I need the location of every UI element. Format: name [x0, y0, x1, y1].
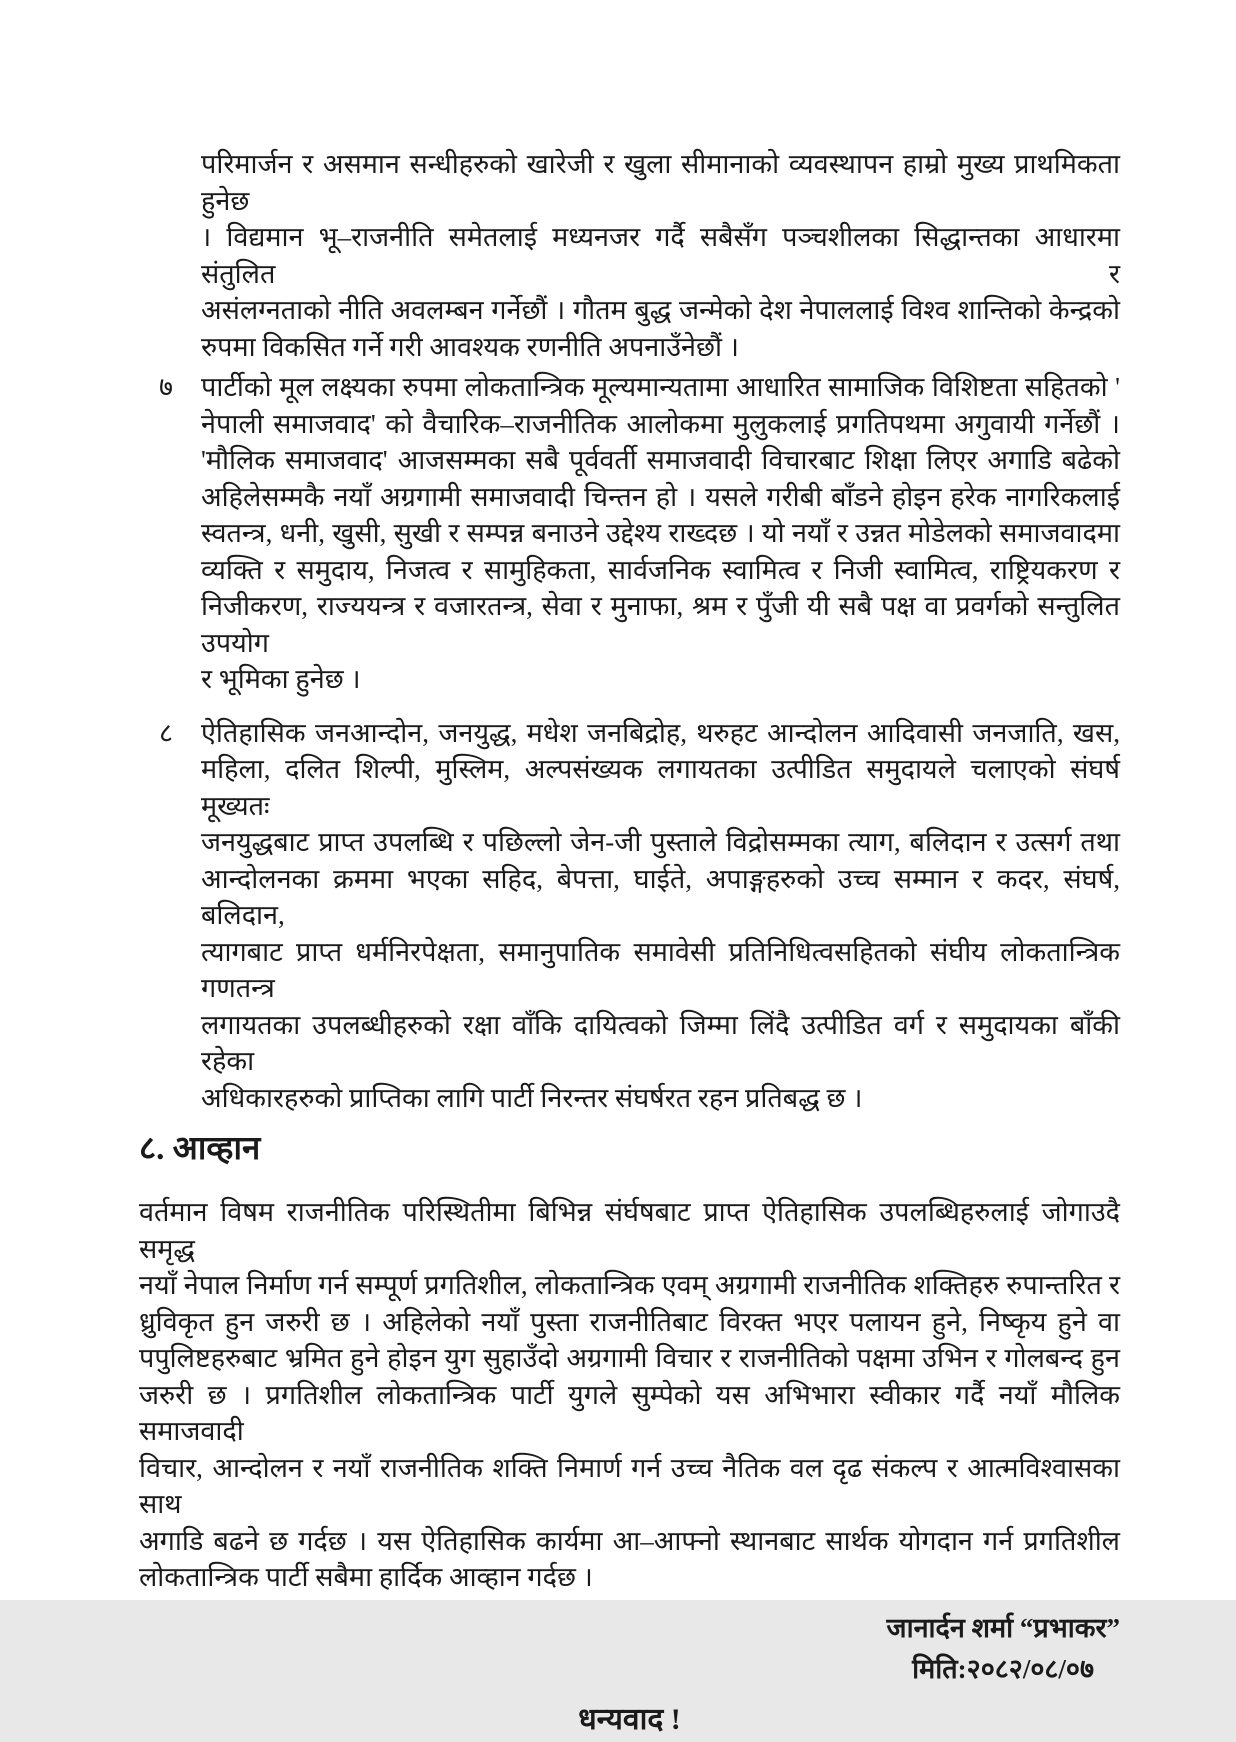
text-line: लोकतान्त्रिक पार्टी सबैमा हार्दिक आव्हान गर्दछ । — [139, 1562, 593, 1592]
intro-paragraph — [201, 146, 1120, 365]
text-line: असंलग्नताको नीति अवलम्बन गर्नेछौं । गौतम बुद्ध जन्मेको देश नेपाललाई विश्व शान्तिको केन्द्रको — [201, 295, 1120, 325]
text-line: लगायतका उपलब्धीहरुको रक्षा वाँकि दायित्वको जिम्मा लिंदै उत्पीडित वर्ग र समुदायका बाँकी रहेका — [201, 1009, 1120, 1076]
text-line: वर्तमान विषम राजनीतिक परिस्थितीमा बिभिन्न संर्घषबाट प्राप्त ऐतिहासिक उपलब्धिहरुलाई जोगाउदै समृद्ध — [139, 1197, 1120, 1264]
text-line: त्यागबाट प्राप्त धर्मनिरपेक्षता, समानुपातिक समावेसी प्रतिनिधित्वसहितको संघीय लोकतान्त्रिक गणतन्त्र — [201, 936, 1120, 1003]
text-line: स्वतन्त्र, धनी, खुसी, सुखी र सम्पन्न बनाउने उद्देश्य राख्दछ । यो नयाँ र उन्नत मोडेलको समाजवादमा — [201, 518, 1120, 548]
text-line: विचार, आन्दोलन र नयाँ राजनीतिक शक्ति निमार्ण गर्न उच्च नैतिक वल दृढ संकल्प र आत्मविश्वासका साथ — [139, 1452, 1120, 1519]
text-line: र भूमिका हुनेछ । — [201, 664, 361, 694]
list-item-8-text — [201, 715, 1120, 1117]
text-line: अगाडि बढने छ गर्दछ । यस ऐतिहासिक कार्यमा आ–आफ्नो स्थानबाट सार्थक योगदान गर्न प्रगतिशील — [139, 1525, 1120, 1556]
text-line: ध्रुविकृत हुन जरुरी छ । अहिलेको नयाँ पुस्ता राजनीतिबाट विरक्त भएर पलायन हुने, निष्कृय हुने वा — [139, 1306, 1120, 1337]
list-item-8 — [139, 715, 1120, 1117]
text-line: आन्दोलनका क्रममा भएका सहिद, बेपत्ता, घाईते, अपाङ्गहरुको उच्च सम्मान र कदर, संघर्ष, बलिदान, — [201, 863, 1120, 930]
text-line: रुपमा विकसित गर्ने गरी आवश्यक रणनीति अपनाउँनेछौं । — [201, 331, 739, 362]
section-heading: ८. आव्हान — [139, 1131, 261, 1167]
signature-date: मिति:२०८२/०८/०७ — [912, 1653, 1094, 1684]
text-line: निजीकरण, राज्ययन्त्र र वजारतन्त्र, सेवा र मुनाफा, श्रम र पुँजी यी सबै पक्ष वा प्रवर्गको सन्तुलित उपयोग — [201, 591, 1120, 658]
text-line: व्यक्ति र समुदाय, निजत्व र सामुहिकता, सार्वजनिक स्वामित्व र निजी स्वामित्व, राष्ट्रियकरण र — [201, 554, 1120, 585]
text-line: नयाँ नेपाल निर्माण गर्न सम्पूर्ण प्रगतिशील, लोकतान्त्रिक एवम् अग्रगामी राजनीतिक शक्तिहरु रुपान्तरित र — [139, 1270, 1120, 1300]
thanks-note: धन्यवाद ! — [578, 1702, 681, 1736]
text-line: अहिलेसम्मकै नयाँ अग्रगामी समाजवादी चिन्तन हो । यसले गरीबी बाँडने होइन हरेक नागरिकलाई — [201, 481, 1120, 512]
signature-name: जानार्दन शर्मा “प्रभाकर” — [886, 1612, 1120, 1643]
text-line: अधिकारहरुको प्राप्तिका लागि पार्टी निरन्तर संघर्षरत रहन प्रतिबद्ध छ । — [201, 1082, 863, 1113]
text-line: परिमार्जन र असमान सन्धीहरुको खारेजी र खुला सीमानाको व्यवस्थापन हाम्रो मुख्य प्राथमिकता हुनेछ — [201, 149, 1120, 216]
text-line: महिला, दलित शिल्पी, मुस्लिम, अल्पसंख्यक लगायतका उत्पीडित समुदायले चलाएको संघर्ष मूख्यतः — [201, 754, 1120, 821]
text-line: पार्टीको मूल लक्ष्यका रुपमा लोकतान्त्रिक मूल्यमान्यतामा आधारित सामाजिक विशिष्टता सहितको ' — [201, 372, 1120, 402]
text-line: जरुरी छ । प्रगतिशील लोकतान्त्रिक पार्टी युगले सुम्पेको यस अभिभारा स्वीकार गर्दै नयाँ मौलिक समाजवादी — [139, 1379, 1120, 1446]
text-line: नेपाली समाजवाद' को वैचारिक–राजनीतिक आलोकमा मुलुकलाई प्रगतिपथमा अगुवायी गर्नेछौं । — [201, 408, 1120, 439]
list-number-8: ८ — [159, 717, 174, 748]
text-line: पपुलिष्टहरुबाट भ्रमित हुने होइन युग सुहाउँदो अग्रगामी विचार र राजनीतिको पक्षमा उभिन र गोलबन्द हुन — [139, 1343, 1120, 1373]
list-item-7-text — [201, 369, 1120, 698]
list-item-7 — [139, 369, 1120, 698]
text-line: । विद्यमान भू–राजनीति समेतलाई मध्यनजर गर्दै सबैसँग पञ्चशीलका सिद्धान्तका आधारमा संतुलित र — [201, 222, 1120, 289]
text-line: ऐतिहासिक जनआन्दोन, जनयुद्ध, मधेश जनबिद्रोह, थरुहट आन्दोलन आदिवासी जनजाति, खस, — [201, 717, 1120, 748]
signature-block — [139, 1608, 1120, 1690]
list-number-7: ७ — [159, 372, 174, 402]
closing-paragraph — [139, 1194, 1120, 1596]
text-line: 'मौलिक समाजवाद' आजसम्मका सबै पूर्ववर्ती समाजवादी विचारबाट शिक्षा लिएर अगाडि बढेको — [201, 445, 1120, 475]
text-line: जनयुद्धबाट प्राप्त उपलब्धि र पछिल्लो जेन-जी पुस्ताले विद्रोसम्मका त्याग, बलिदान र उत्सर्ग तथा — [201, 827, 1120, 857]
